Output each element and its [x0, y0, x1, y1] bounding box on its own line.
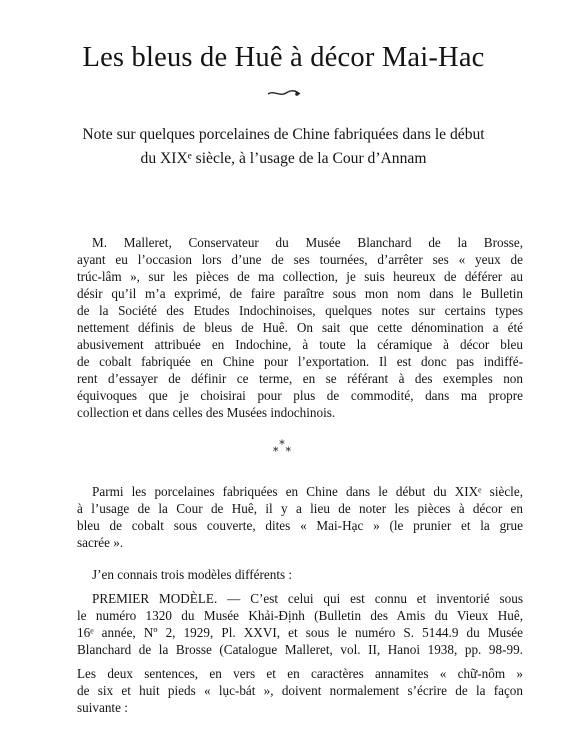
separator-star: *	[279, 438, 285, 451]
paragraph-line: sacrée ».	[77, 535, 124, 550]
paragraph-line: rent d’essayer de définir ce terme, en se référant à des exemples non	[77, 371, 523, 386]
paragraph-line: le numéro 1320 du Musée Khải-Định (Bulletin des Amis du Vieux Huê,	[77, 608, 523, 623]
paragraph-line: J’en connais trois modèles différents :	[92, 567, 293, 582]
ornament-flourish-icon	[266, 88, 302, 98]
subtitle-line-1: Note sur quelques porcelaines de Chine fabriquées dans le début	[82, 126, 485, 143]
paragraph-line: Parmi les porcelaines fabriquées en Chine dans le début du XIXᵉ siècle,	[92, 484, 523, 499]
paragraph-line: de cobalt fabriquée en Chine pour l’exportation. Il est donc pas indiffé-	[77, 354, 523, 369]
paragraph-line: de la Société des Etudes Indochinoises, quelques notes sur certains types	[77, 303, 523, 318]
paragraph-line: équivoques que je choisirai pour plus de commodité, dans ma propre	[77, 388, 523, 403]
paragraph-line: désir qu’il m’a exprimé, de faire paraître sous mon nom dans le Bulletin	[77, 286, 523, 301]
paragraph-line: Blanchard de la Brosse (Catalogue Malleret, vol. II, Hanoi 1938, pp. 98-99.	[77, 642, 523, 657]
separator-star-pair: * *	[273, 445, 291, 458]
paragraph-line: à l’usage de la Cour de Huê, il y a lieu de noter les pièces à décor en	[77, 501, 523, 516]
paragraph-line: abusivement attribuée en Indochine, à toute la céramique à décor bleu	[77, 337, 523, 352]
page-title: Les bleus de Huê à décor Mai-Hac	[82, 42, 485, 73]
paragraph-line: bleu de cobalt sous couverte, dites « Mai-Hạc » (le prunier et la grue	[77, 518, 523, 533]
paragraph-line: Les deux sentences, en vers et en caractères annamites « chữ-nôm »	[77, 666, 523, 681]
paragraph-line: PREMIER MODÈLE. — C’est celui qui est connu et inventorié sous	[92, 591, 523, 606]
paragraph-line: trúc-lâm », sur les pièces de ma collection, je suis heureux de déférer au	[77, 269, 523, 284]
paragraph-line: ayant eu l’occasion lors d’une de ses tournées, d’arrêter ses « yeux de	[77, 252, 523, 267]
paragraph-line: nettement définis de bleus de Huê. On sait que cette dénomination a été	[77, 320, 523, 335]
subtitle-line-2: du XIXᵉ siècle, à l’usage de la Cour d’Annam	[140, 150, 427, 167]
paragraph-line: suivante :	[77, 700, 128, 715]
paragraph-line: de six et huit pieds « lục-bát », doivent normalement s’écrire de la façon	[77, 683, 523, 698]
section-separator	[262, 438, 302, 458]
paragraph-line: 16ᵉ année, Nº 2, 1929, Pl. XXVI, et sous le numéro S. 5144.9 du Musée	[77, 625, 523, 640]
paragraph-line: collection et dans celles des Musées indochinois.	[77, 405, 336, 420]
paragraph-line: M. Malleret, Conservateur du Musée Blanchard de la Brosse,	[92, 235, 523, 250]
